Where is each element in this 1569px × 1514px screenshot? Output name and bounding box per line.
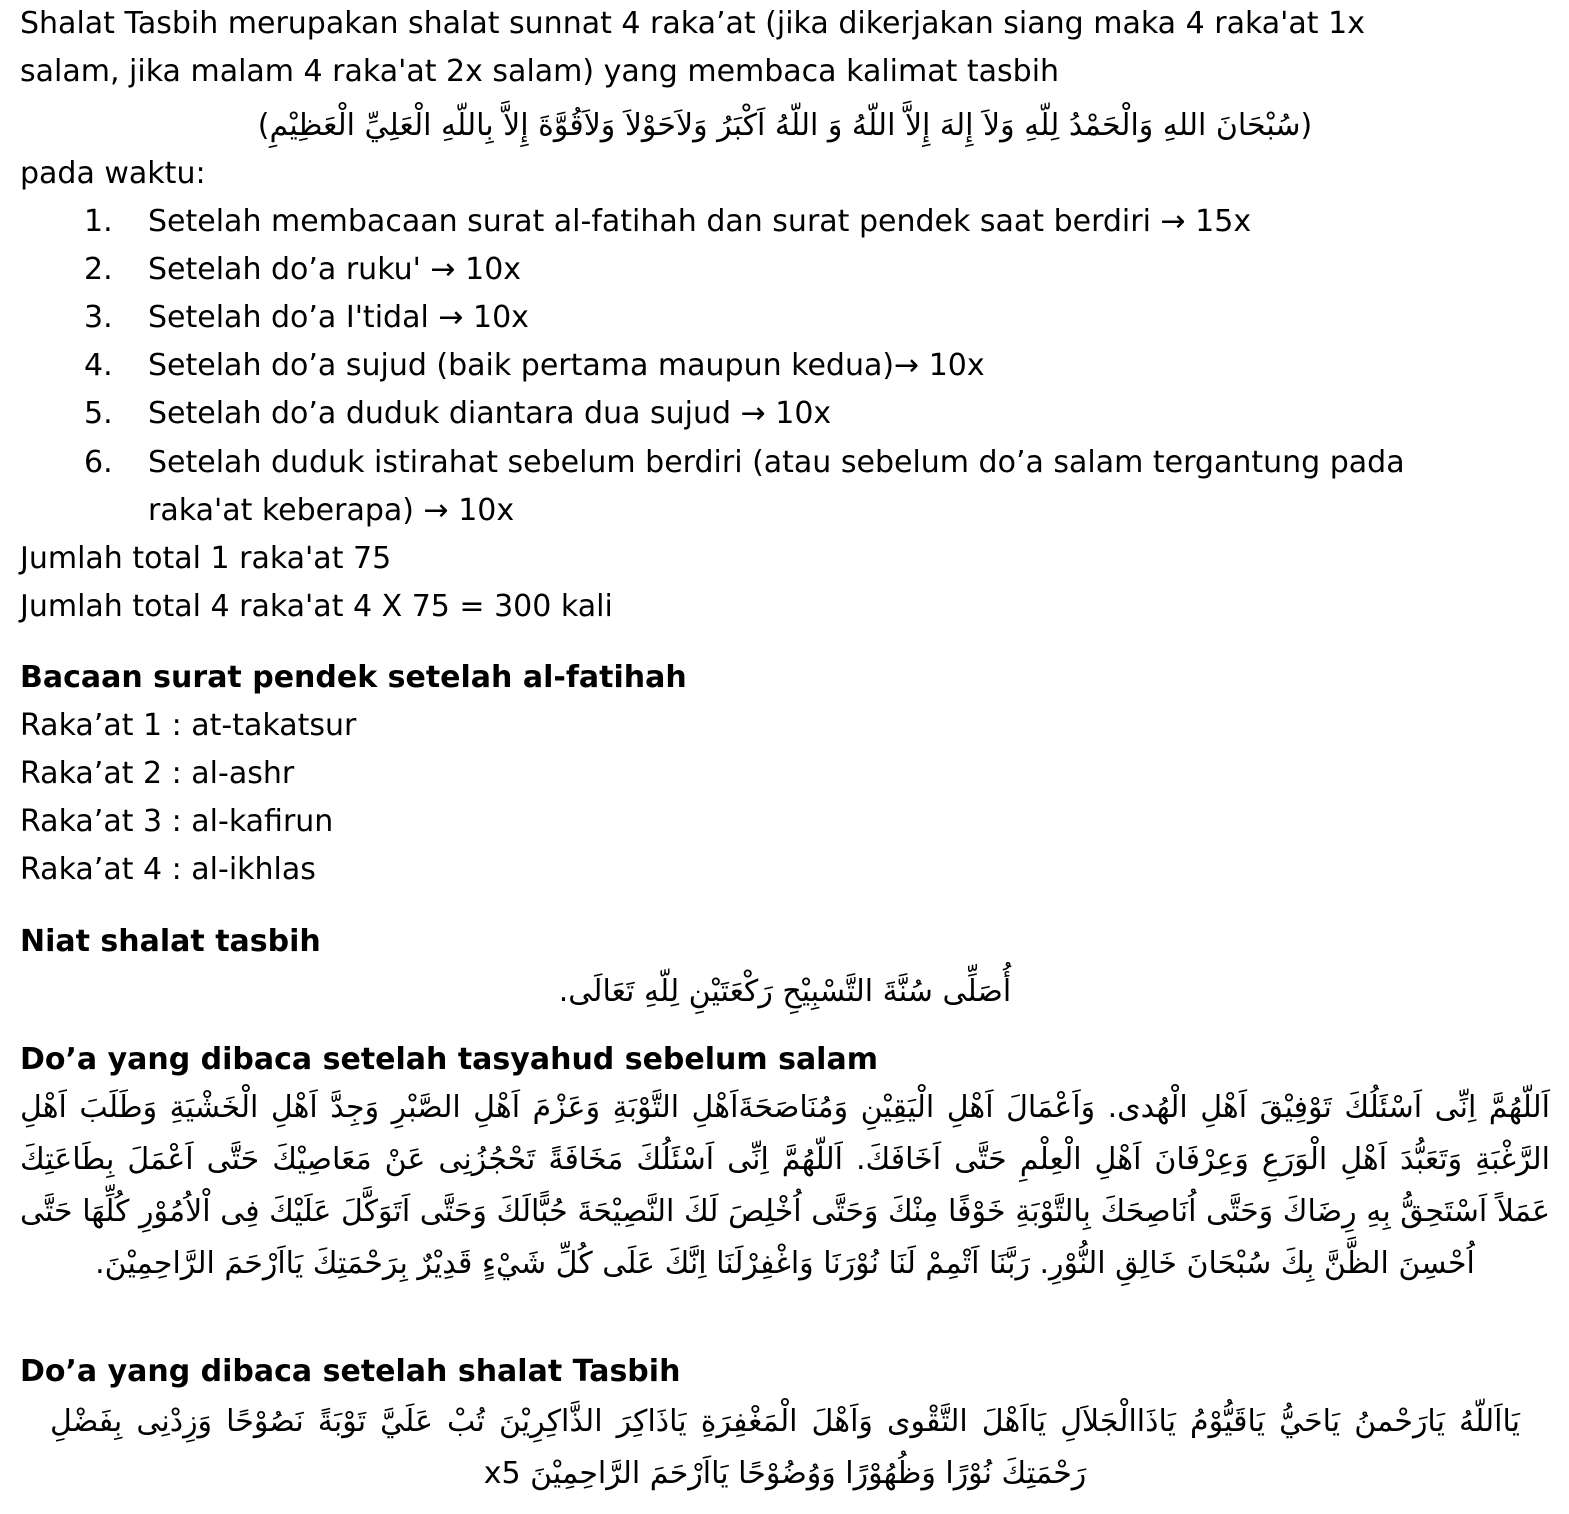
doa-tasbih-heading: Do’a yang dibaca setelah shalat Tasbih — [20, 1354, 681, 1389]
doa-tasyahud-arabic: اَللّهُمَّ اِنِّى اَسْئَلُكَ تَوْفِيْقَ اَهْلِ الْهُدى. وَاَعْمَالَ اَهْلِ الْيَقِيْنِ وَمُنَاصَحَةَاَهْلِ التَّوْبَةِ وَعَزْمَ اَهْلِ الصَّبْرِ وَجِدَّ اَهْلِ الْخَشْيَةِ وَطَلَبَ اَهْلِ الرَّغْبَةِ وَتَعَبُّدَ اَهْلِ الْوَرَعِ وَعِرْفَانَ اَهْلِ الْعِلْمِ حَتَّى اَخَافَكَ. اَللّهُمَّ اِنِّى اَسْئَلُكَ مَخَافَةً تَحْجُزُنِى عَنْ مَعَاصِيْكَ حَتَّى اَعْمَلَ بِطَاعَتِكَ عَمَلاً اَسْتَحِقُّ بِهِ رِضَاكَ وَحَتَّى اُنَاصِحَكَ بِالتَّوْبَةِ خَوْفًا مِنْكَ وَحَتَّى اُخْلِصَ لَكَ النَّصِيْحَةَ حُبًّالَكَ وَحَتَّى اَتَوَكَّلَ عَلَيْكَ فِى اْلاُمُوْرِ كُلِّهَا حَتَّى اُحْسِنَ الظَّنَّ بِكَ سُبْحَانَ خَالِقِ النُّوْرِ. رَبَّنَا اَتْمِمْ لَنَا نُوْرَنَا وَاغْفِرْلَنَا اِنَّكَ عَلَى كُلِّ شَيْءٍ قَدِيْرٌ بِرَحْمَتِكَ يَااَرْحَمَ الرَّاحِمِيْنَ. — [20, 1090, 1550, 1281]
list-number: 3. — [84, 300, 113, 335]
niat-arabic: أُصَلِّى سُنَّةَ التَّسْبِيْحِ رَكْعَتَيْنِ لِلّهِ تَعَالَى. — [558, 974, 1012, 1009]
list-text: Setelah duduk istirahat sebelum berdiri (atau sebelum do’a salam tergantung pada — [148, 445, 1405, 480]
list-number: 1. — [84, 204, 113, 239]
list-text: Setelah membacaan surat al-fatihah dan surat pendek saat berdiri → 15x — [148, 204, 1252, 239]
list-text: Setelah do’a duduk diantara dua sujud → 10x — [148, 396, 832, 431]
list-text-continuation: raka'at keberapa) → 10x — [148, 493, 515, 528]
niat-heading: Niat shalat tasbih — [20, 924, 321, 959]
surat-item: Raka’at 2 : al-ashr — [20, 756, 295, 791]
surat-heading: Bacaan surat pendek setelah al-fatihah — [20, 660, 687, 695]
intro-line-1: Shalat Tasbih merupakan shalat sunnat 4 raka’at (jika dikerjakan siang maka 4 raka'at 1x — [20, 6, 1365, 41]
doa-tasyahud-heading: Do’a yang dibaca setelah tasyahud sebelum salam — [20, 1042, 878, 1077]
list-text: Setelah do’a sujud (baik pertama maupun kedua)→ 10x — [148, 348, 985, 383]
surat-item: Raka’at 4 : al-ikhlas — [20, 852, 316, 887]
surat-item: Raka’at 3 : al-kafirun — [20, 804, 334, 839]
arabic-tasbih-phrase: (سُبْحَانَ اللهِ وَالْحَمْدُ لِلّهِ وَلاَ إِلهَ إِلاَّ اللّهُ وَ اللّهُ اَكْبَرُ وَلاَحَوْلاَ وَلاَقُوَّةَ إِلاَّ بِاللّهِ الْعَلِيِّ الْعَظِيْمِ) — [257, 108, 1313, 143]
intro-line-3: pada waktu: — [20, 156, 206, 191]
list-number: 2. — [84, 252, 113, 287]
list-text: Setelah do’a I'tidal → 10x — [148, 300, 529, 335]
doa-tasbih-arabic: يَااَللّهُ يَارَحْمنُ يَاحَيُّ يَاقَيُّوْمُ يَاذَاالْجَلاَلِ يَااَهْلَ التَّقْوى وَاَهْلَ الْمَغْفِرَةِ يَاذَاكِرَ الذَّاكِرِيْنَ تُبْ عَلَيَّ تَوْبَةً نَصُوْحًا وَزِدْنِى بِفَضْلِ رَحْمَتِكَ نُوْرًا وَظُهُوْرًا وَوُضُوْحًا يَااَرْحَمَ الرَّاحِمِيْنَ x5 — [50, 1404, 1520, 1491]
intro-line-2: salam, jika malam 4 raka'at 2x salam) yang membaca kalimat tasbih — [20, 54, 1060, 89]
total-one-rakaat: Jumlah total 1 raka'at 75 — [20, 541, 392, 576]
total-four-rakaat: Jumlah total 4 raka'at 4 X 75 = 300 kali — [20, 589, 613, 624]
list-number: 5. — [84, 396, 113, 431]
list-number: 6. — [84, 445, 113, 480]
list-text: Setelah do’a ruku' → 10x — [148, 252, 522, 287]
list-number: 4. — [84, 348, 113, 383]
surat-item: Raka’at 1 : at-takatsur — [20, 708, 357, 743]
